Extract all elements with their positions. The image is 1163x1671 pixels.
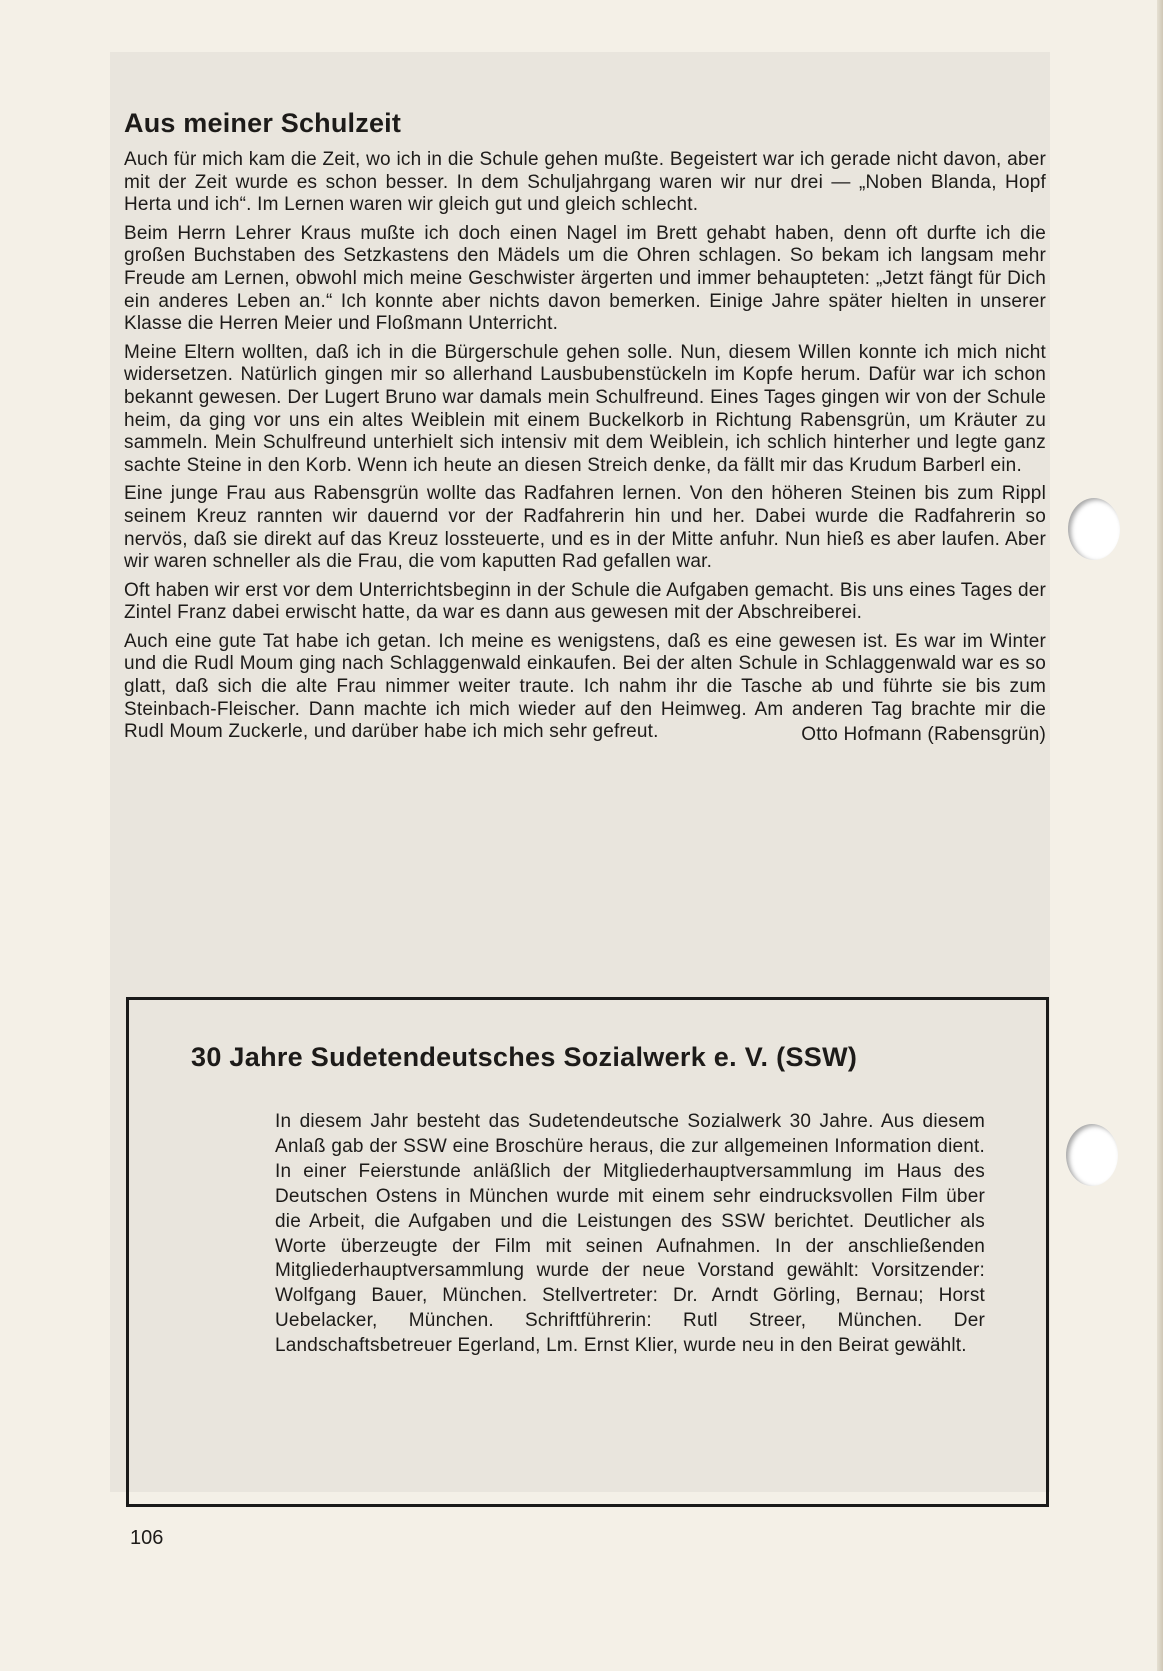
article-paragraph-2: Beim Herrn Lehrer Kraus mußte ich doch einen Nagel im Brett gehabt haben, denn oft durfte ich die großen Buchstaben des Setzkastens den Mädels um die Ohren schlagen. So bekam ich langsam mehr Freude am Lernen, obwohl mich meine Geschwister ärgerten und immer behaupteten: „Jetzt fängt für Dich ein anderes Leben an.“ Ich konnte aber nichts davon bemerken. Einige Jahre später hielten in unserer Klasse die Herren Meier und Floßmann Unterricht. [124, 222, 1046, 335]
article-paragraph-3: Meine Eltern wollten, daß ich in die Bürgerschule gehen solle. Nun, diesem Willen konnte ich mich nicht widersetzen. Natürlich gingen mir so allerhand Lausbubenstückeln im Kopfe herum. Dafür war ich schon bekannt gewesen. Der Lugert Bruno war damals mein Schulfreund. Eines Tages gingen wir von der Schule heim, da ging vor uns ein altes Weiblein mit einem Buckelkorb in Richtung Rabensgrün, um Kräuter zu sammeln. Mein Schulfreund unterhielt sich intensiv mit dem Weiblein, ich schlich hinterher und legte ganz sachte Steine in den Korb. Wenn ich heute an diesen Streich denke, da fällt mir das Krudum Barberl ein. [124, 341, 1046, 476]
punch-hole-icon [1066, 1124, 1118, 1186]
page-number: 106 [130, 1527, 164, 1549]
ssw-notice-box [126, 997, 1049, 1507]
article-paragraph-6: Auch eine gute Tat habe ich getan. Ich meine es wenigstens, daß es eine gewesen ist. Es war im Winter und die Rudl Moum ging nach Schlaggenwald einkaufen. Bei der alten Schule in Schlaggenwald war es so glatt, daß sich die alte Frau nimmer weiter traute. Ich nahm ihr die Tasche ab und führte sie bis zum Steinbach-Fleischer. Dann machte ich mich wieder auf den Heimweg. Am anderen Tag brachte mir die Rudl Moum Zuckerle, und darüber habe ich mich sehr gefreut. [124, 630, 1046, 743]
article-paragraph-1: Auch für mich kam die Zeit, wo ich in die Schule gehen mußte. Begeistert war ich gerade nicht davon, aber mit der Zeit wurde es schon besser. In dem Schuljahrgang waren wir nur drei — „Noben Blanda, Hopf Herta und ich“. Im Lernen waren wir gleich gut und gleich schlecht. [124, 149, 1046, 216]
article-paragraph-5: Oft haben wir erst vor dem Unterrichtsbeginn in der Schule die Aufgaben gemacht. Bis uns eines Tages der Zintel Franz dabei erwischt hatte, da war es dann aus gewesen mit der Abschreiberei. [124, 579, 1046, 624]
page-edge [1157, 0, 1163, 1671]
article [124, 108, 1046, 746]
ssw-notice-title: 30 Jahre Sudetendeutsches Sozialwerk e. V. (SSW) [191, 1042, 858, 1072]
ssw-notice-text: In diesem Jahr besteht das Sudetendeutsche Sozialwerk 30 Jahre. Aus diesem Anlaß gab der SSW eine Broschüre heraus, die zur allgemeinen Information dient. In einer Feierstunde anläßlich der Mitgliederhauptversammlung im Haus des Deutschen Ostens in München wurde mit einem sehr eindrucksvollen Film über die Arbeit, die Aufgaben und die Leistungen des SSW berichtet. Deutlicher als Worte überzeugte der Film mit seinen Aufnahmen. In der anschließenden Mitgliederhauptversammlung wurde der neue Vorstand gewählt: Vorsitzender: Wolfgang Bauer, München. Stellvertreter: Dr. Arndt Görling, Bernau; Horst Uebelacker, München. Schriftführerin: Rutl Streer, München. Der Landschaftsbetreuer Egerland, Lm. Ernst Klier, wurde neu in den Beirat gewählt. [275, 1111, 985, 1357]
punch-hole-icon [1068, 498, 1120, 560]
article-signature: Otto Hofmann (Rabensgrün) [801, 723, 1046, 745]
article-paragraph-4: Eine junge Frau aus Rabensgrün wollte das Radfahren lernen. Von den höheren Steinen bis zum Rippl seinem Kreuz rannten wir dauernd vor der Radfahrerin hin und her. Dabei wurde die Radfahrerin so nervös, daß sie direkt auf das Kreuz lossteuerte, und es in der Mitte anfuhr. Nun hieß es aber laufen. Aber wir waren schneller als die Frau, die vom kaputten Rad gefallen war. [124, 483, 1046, 573]
article-title: Aus meiner Schulzeit [124, 108, 402, 138]
